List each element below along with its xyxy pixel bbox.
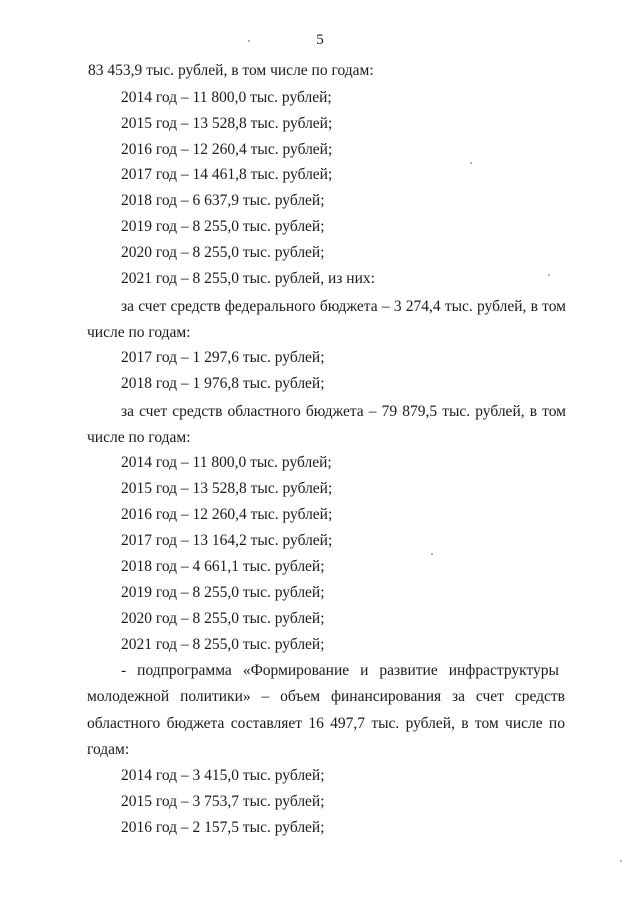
word: 274,4 [405, 298, 441, 315]
word: бюджета [319, 298, 378, 315]
text-line: 2016 год – 12 260,4 тыс. рублей; [121, 506, 333, 523]
text-line: годам: [87, 741, 130, 758]
text-line: 2015 год – 3 753,7 тыс. рублей; [121, 793, 325, 810]
word: том [474, 715, 499, 732]
word: счет [138, 298, 167, 315]
word: - [121, 662, 127, 679]
text-line: 2014 год – 11 800,0 тыс. рублей; [121, 89, 332, 106]
text-line: 2016 год – 12 260,4 тыс. рублей; [121, 141, 333, 158]
text-line-justified [87, 688, 565, 706]
scan-speck [431, 553, 433, 555]
word: том [542, 403, 566, 420]
text-line: 2019 год – 8 255,0 тыс. рублей; [121, 218, 325, 235]
text-line-justified [121, 403, 566, 421]
word: рублей, [405, 715, 455, 732]
word: за [121, 403, 135, 420]
word: тыс. [444, 298, 473, 315]
text-line: числе по годам: [87, 324, 191, 341]
text-line: 2019 год – 8 255,0 тыс. рублей; [121, 584, 325, 601]
text-line: 2018 год – 6 637,9 тыс. рублей; [121, 192, 325, 209]
scan-speck [620, 860, 622, 862]
text-line-justified [87, 715, 565, 733]
text-line: 2014 год – 11 800,0 тыс. рублей; [121, 454, 332, 471]
word: составляет [230, 715, 303, 732]
word: в [461, 715, 469, 732]
text-line: 83 453,9 тыс. рублей, в том числе по годам: [88, 62, 374, 79]
word: – [381, 298, 390, 315]
scan-speck [248, 40, 250, 42]
word: подпрограмма [137, 662, 232, 679]
text-line-justified [121, 662, 559, 680]
word: финансирования [330, 688, 442, 705]
word: рублей, [475, 403, 525, 420]
word: счет [475, 688, 504, 705]
word: тыс. [371, 715, 400, 732]
word: за [121, 298, 135, 315]
word: рублей, [477, 298, 527, 315]
word: том [542, 298, 566, 315]
text-line: 2014 год – 3 415,0 тыс. рублей; [121, 767, 325, 784]
word: инфраструктуры [448, 662, 559, 679]
text-line: 2015 год – 13 528,8 тыс. рублей; [121, 480, 333, 497]
page-number: 5 [316, 32, 324, 48]
scan-speck [548, 274, 550, 276]
word: 497,7 [330, 715, 366, 732]
text-line: 2018 год – 4 661,1 тыс. рублей; [121, 558, 325, 575]
text-line: числе по годам: [87, 429, 191, 446]
text-line: 2017 год – 1 297,6 тыс. рублей; [121, 349, 325, 366]
word: 16 [308, 715, 324, 732]
text-line: 2021 год – 8 255,0 тыс. рублей, из них: [121, 270, 375, 287]
word: средств [172, 403, 223, 420]
word: развитие [379, 662, 438, 679]
text-line: 2020 год – 8 255,0 тыс. рублей; [121, 244, 325, 261]
word: счет [139, 403, 168, 420]
text-line: 2017 год – 13 164,2 тыс. рублей; [121, 532, 333, 549]
text-line: 2016 год – 2 157,5 тыс. рублей; [121, 819, 325, 836]
word: областного [227, 403, 301, 420]
word: 879,5 [402, 403, 438, 420]
word: в [529, 403, 538, 420]
word: 79 [381, 403, 398, 420]
word: «Формирование [242, 662, 350, 679]
word: 3 [393, 298, 402, 315]
text-line: 2018 год – 1 976,8 тыс. рублей; [121, 375, 325, 392]
scan-speck [470, 162, 472, 164]
word: областного [87, 715, 161, 732]
word: молодежной [87, 688, 170, 705]
word: средств [170, 298, 221, 315]
word: политики» [180, 688, 251, 705]
word: средств [514, 688, 565, 705]
word: объем [280, 688, 321, 705]
text-line: 2021 год – 8 255,0 тыс. рублей; [121, 636, 325, 653]
word: тыс. [442, 403, 471, 420]
word: по [548, 715, 565, 732]
word: за [452, 688, 466, 705]
word: федерального [224, 298, 316, 315]
word: – [368, 403, 377, 420]
word: и [360, 662, 369, 679]
word: в [530, 298, 538, 315]
word: числе [505, 715, 543, 732]
word: бюджета [166, 715, 225, 732]
word: бюджета [305, 403, 364, 420]
word: – [261, 688, 270, 705]
text-line-justified [121, 298, 566, 316]
text-line: 2020 год – 8 255,0 тыс. рублей; [121, 610, 325, 627]
text-line: 2017 год – 14 461,8 тыс. рублей; [121, 166, 333, 183]
text-line: 2015 год – 13 528,8 тыс. рублей; [121, 115, 333, 132]
